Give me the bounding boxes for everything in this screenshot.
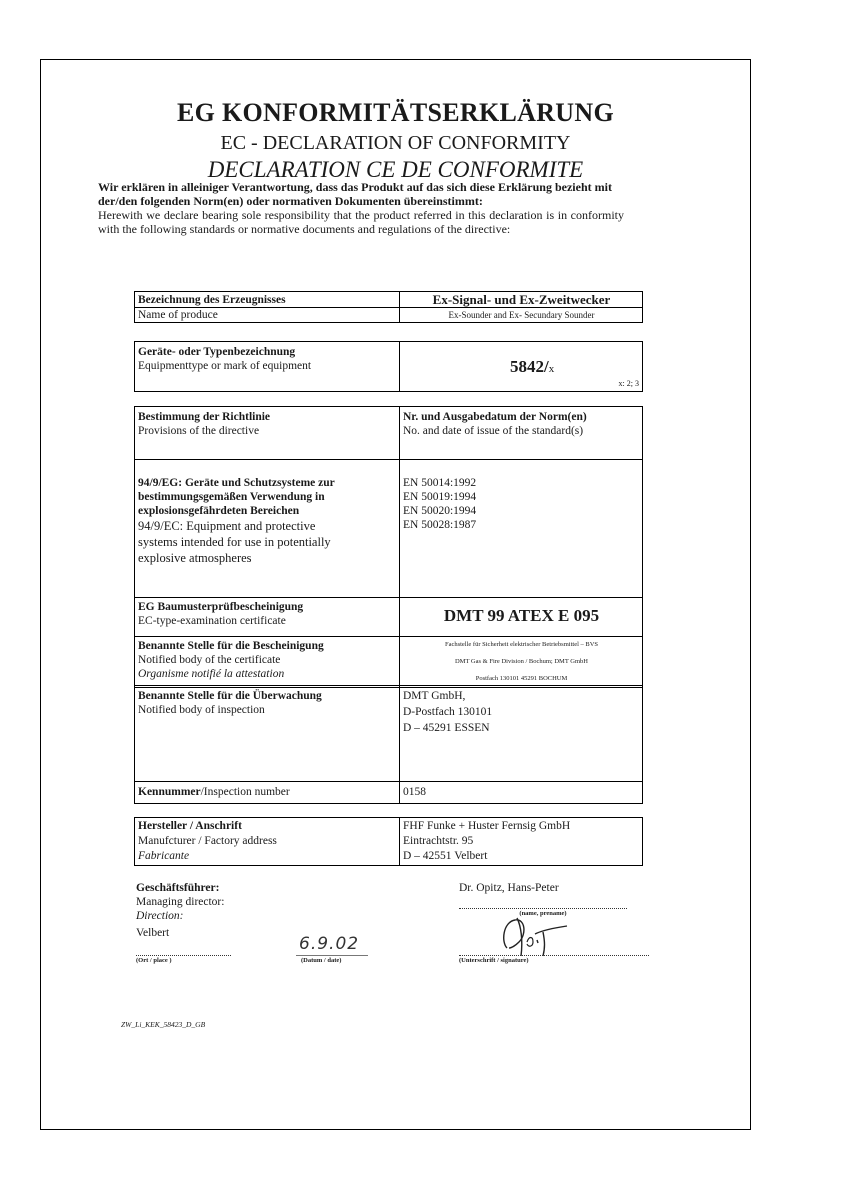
- intro-text: [98, 180, 624, 236]
- directive-head-right-de: Nr. und Ausgabedatum der Norm(en): [403, 411, 587, 423]
- equipment-note: x: 2; 3: [618, 379, 639, 388]
- directive-body-en-3: explosive atmospheres: [138, 551, 252, 565]
- equipment-label-en: Equipmenttype or mark of equipment: [138, 360, 312, 372]
- notified-cert-line-2: DMT Gas & Fire Division / Bochum; DMT GmbH: [454, 658, 588, 665]
- notified-cert-label-de: Benannte Stelle für die Bescheinigung: [138, 640, 324, 652]
- notified-insp-label-de: Benannte Stelle für die Überwachung: [138, 690, 322, 702]
- directive-head-left-en: Provisions of the directive: [138, 425, 260, 437]
- notified-cert-label-fr: Organisme notifié la attestation: [138, 668, 285, 680]
- notified-insp-line-2: D-Postfach 130101: [403, 706, 493, 718]
- intro-english: Herewith we declare bearing sole responsibility that the product referred in this declaration is in conformity with the following standards or normative documents and regulations of the directive:: [98, 208, 624, 236]
- directive-body-en-2: systems intended for use in potentially: [138, 535, 331, 549]
- directive-head-left-de: Bestimmung der Richtlinie: [138, 411, 271, 423]
- notified-insp-line-3: D – 45291 ESSEN: [403, 722, 490, 734]
- equipment-label-de: Geräte- oder Typenbezeichnung: [138, 346, 296, 358]
- product-value-en: Ex-Sounder and Ex- Secundary Sounder: [448, 310, 595, 320]
- manufacturer-line-2: Eintrachtstr. 95: [403, 835, 474, 847]
- inspection-number-label: Kennummer/Inspection number: [138, 786, 290, 798]
- notified-insp-label-en: Notified body of inspection: [138, 704, 265, 716]
- place-caption: (Ort / place ): [136, 957, 172, 964]
- title-german: EG KONFORMITÄTSERKLÄRUNG: [177, 98, 614, 127]
- place-line: [136, 955, 231, 956]
- director-label-en: Managing director:: [136, 896, 225, 908]
- certificate-label-de: EG Baumusterprüfbescheinigung: [138, 601, 304, 613]
- equipment-box: [134, 341, 643, 392]
- director-label-fr: Direction:: [136, 910, 184, 922]
- directive-table: [134, 406, 643, 804]
- directive-head-right-en: No. and date of issue of the standard(s): [403, 425, 584, 437]
- signature-caption: (Unterschrift / signature): [459, 957, 529, 964]
- director-name: Dr. Opitz, Hans-Peter: [459, 882, 559, 894]
- date-caption: (Datum / date): [301, 957, 342, 964]
- director-label-de: Geschäftsführer:: [136, 882, 220, 894]
- manufacturer-box: [134, 817, 643, 866]
- directive-body-de-3: explosionsgefährdeten Bereichen: [138, 505, 300, 517]
- manufacturer-line-3: D – 42551 Velbert: [403, 850, 488, 862]
- date-handwritten: 6.9.02: [299, 934, 360, 954]
- notified-insp-line-1: DMT GmbH,: [403, 690, 466, 702]
- standard-4: EN 50028:1987: [403, 519, 477, 531]
- name-line: [459, 908, 627, 909]
- certificate-value: DMT 99 ATEX E 095: [443, 606, 600, 625]
- directive-body-en-1: 94/9/EC: Equipment and protective: [138, 519, 316, 533]
- manufacturer-label-fr: Fabricante: [138, 850, 190, 862]
- equipment-value: 5842/x: [510, 357, 555, 376]
- date-line: [296, 955, 368, 956]
- product-box: [134, 291, 643, 323]
- standard-1: EN 50014:1992: [403, 477, 477, 489]
- signature-line: [459, 955, 649, 956]
- manufacturer-label-en: Manufcturer / Factory address: [138, 835, 277, 847]
- manufacturer-label-de: Hersteller / Anschrift: [138, 820, 242, 832]
- place-value: Velbert: [136, 927, 170, 939]
- document-code: ZW_Li_KEK_58423_D_GB: [121, 1020, 206, 1029]
- directive-body-de-1: 94/9/EG: Geräte und Schutzsysteme zur: [138, 477, 335, 489]
- product-value-de: Ex-Signal- und Ex-Zweitwecker: [432, 292, 611, 307]
- notified-cert-label-en: Notified body of the certificate: [138, 654, 281, 666]
- standard-3: EN 50020:1994: [403, 505, 477, 517]
- title-french: DECLARATION CE DE CONFORMITE: [207, 157, 584, 182]
- notified-cert-line-3: Postfach 130101 45291 BOCHUM: [475, 675, 568, 682]
- document-page: [40, 59, 751, 1130]
- inspection-number: 0158: [403, 786, 426, 798]
- certificate-label-en: EC-type-examination certificate: [138, 615, 286, 627]
- product-label-en: Name of produce: [138, 309, 218, 321]
- title-english: EC - DECLARATION OF CONFORMITY: [220, 132, 571, 154]
- product-label-de: Bezeichnung des Erzeugnisses: [138, 294, 286, 306]
- manufacturer-line-1: FHF Funke + Huster Fernsig GmbH: [403, 820, 571, 832]
- notified-cert-line-1: Fachstelle für Sicherheit elektrischer Betriebsmittel – BVS: [444, 641, 599, 648]
- directive-body-de-2: bestimmungsgemäßen Verwendung in: [138, 491, 325, 503]
- name-caption: (name, prename): [519, 910, 567, 917]
- standard-2: EN 50019:1994: [403, 491, 477, 503]
- intro-german: Wir erklären in alleiniger Verantwortung, dass das Produkt auf das sich diese Erklärung bezieht mit der/den folgenden Norm(en) oder normativen Dokumenten übereinstimmt:: [98, 180, 612, 208]
